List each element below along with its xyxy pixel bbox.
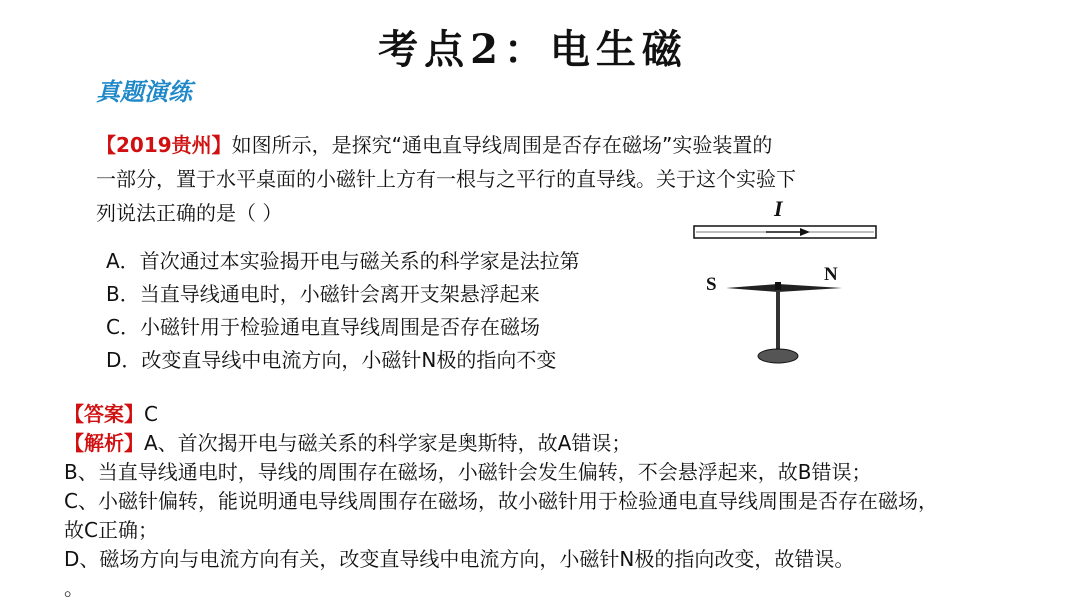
analysis-tag: 【解析】 — [64, 431, 144, 455]
north-pole-label: N — [824, 264, 838, 285]
current-label: I — [774, 196, 783, 221]
question-source-tag: 【2019贵州】 — [96, 133, 232, 157]
analysis-line: C、小磁针偏转，能说明通电导线周围存在磁场，故小磁针用于检验通电直导线周围是否存在磁场， — [64, 489, 938, 513]
question-line-2: 一部分，置于水平桌面的小磁针上方有一根与之平行的直导线。关于这个实验下 — [96, 167, 796, 191]
question-line-1-text: 如图所示，是探究“通电直导线周围是否存在磁场”实验装置的 — [231, 133, 773, 157]
section-subtitle: 真题演练 — [96, 77, 192, 106]
analysis-line: 故C正确； — [64, 518, 158, 542]
answer-line — [64, 400, 1054, 429]
answer-value: C — [144, 402, 158, 426]
option-c: C．小磁针用于检验通电直导线周围是否存在磁场 — [106, 315, 540, 339]
south-pole-label: S — [706, 274, 717, 295]
needle-stand — [776, 290, 780, 350]
experiment-diagram — [690, 196, 890, 372]
answer-tag: 【答案】 — [64, 402, 144, 426]
option-a: A．首次通过本实验揭开电与磁关系的科学家是法拉第 — [106, 249, 580, 273]
option-d: D．改变直导线中电流方向，小磁针N极的指向不变 — [106, 348, 557, 372]
analysis-first-text: A、首次揭开电与磁关系的科学家是奥斯特，故A错误； — [144, 431, 632, 455]
analysis-line: D、磁场方向与电流方向有关，改变直导线中电流方向，小磁针N极的指向改变，故错误。 — [64, 547, 855, 571]
needle-pivot — [775, 282, 781, 290]
question-line-1 — [96, 128, 896, 162]
question-line-3: 列说法正确的是（ ） — [96, 201, 283, 225]
answer-options — [106, 245, 580, 377]
analysis-line-1 — [64, 429, 1054, 458]
option-b: B．当直导线通电时，小磁针会离开支架悬浮起来 — [106, 282, 540, 306]
analysis-line: 。 — [64, 576, 84, 600]
analysis-line: B、当直导线通电时，导线的周围存在磁场，小磁针会发生偏转，不会悬浮起来，故B错误； — [64, 460, 872, 484]
page-title: 考点2：电生磁 — [378, 26, 688, 73]
answer-section — [64, 400, 1054, 603]
stand-base — [758, 349, 798, 363]
magnetic-needle — [726, 284, 842, 292]
